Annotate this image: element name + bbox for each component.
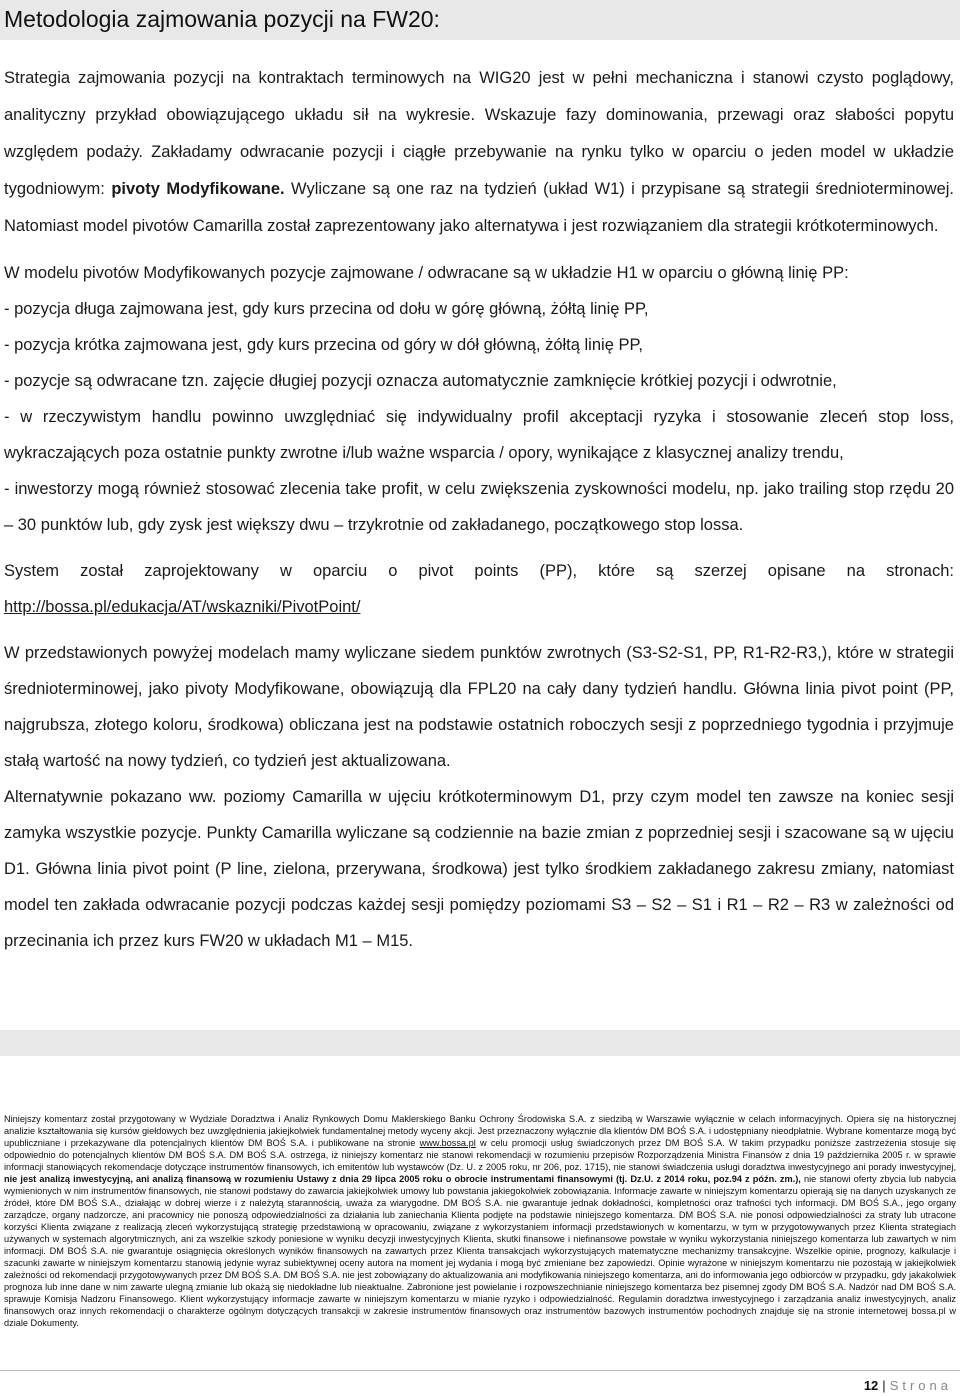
- page-title: Metodologia zajmowania pozycji na FW20:: [4, 6, 440, 32]
- paragraph-model-title: W modelu pivotów Modyfikowanych pozycje zajmowane / odwracane są w układzie H1 w oparciu o główną linię PP:: [4, 264, 849, 282]
- disclaimer-bold: nie jest analizą inwestycyjną, ani analizą finansową w rozumieniu Ustawy z dnia 29 lipca 2005 roku o obrocie instrumentami finansowymi (tj. Dz.U. z 2014 roku, poz.94 z późn. zm.),: [4, 1174, 801, 1184]
- paragraph-system-text: System został zaprojektowany w oparciu o pivot points (PP), które są szerzej opisane na stronach:: [4, 562, 954, 580]
- paragraph-strategy-text-c: Wyliczane są one raz na tydzień (układ W1) i przypisane są strategii średnioterminowej. Natomiast model pivotów Camarilla został zaprezentowany jako alternatywa i jest rozwiązaniem dla strategii krótkoterminowych.: [4, 180, 955, 235]
- footer-separator: |: [882, 1378, 886, 1393]
- footer-page-word: Strona: [889, 1378, 952, 1393]
- paragraph-strategy: [4, 60, 954, 245]
- paragraph-levels: W przedstawionych powyżej modelach mamy wyliczane siedem punktów zwrotnych (S3-S2-S1, PP, R1-R2-R3,), które w strategii średnioterminowej, jako pivoty Modyfikowane, obowiązują dla FPL20 na cały dany tydzień handlu. Główna linia pivot point (PP, najgrubsza, złotego koloru, środkowa) obliczana jest na podstawie ostatnich roboczych sesji z poprzedniego tygodnia i przyjmuje stałą wartość na nowy tydzień, co tydzień jest aktualizowana.: [4, 644, 954, 770]
- page-number: 12: [863, 1378, 879, 1393]
- heading-band: [0, 0, 960, 40]
- disclaimer-text-b: w celu promocji usług świadczonych przez DM BOŚ S.A. W takim przypadku poniższe zastrzeżenia stosuje się odpowiednio do potencjalnych klientów DM BOŚ S.A. DM BOŚ S.A. ostrzega, iż niniejszy komentarz nie stanowi rekomendacji w rozumieniu przepisów Rozporządzenia Ministra Finansów z dnia 19 października 2005 r. w sprawie informacji stanowiących rekomendacje dotyczące instrumentów finansowych, ich emitentów lub wystawców (Dz. U. z 2005 roku, nr 206, poz. 1715), nie stanowi świadczenia usługi doradztwa inwestycyjnego ani porady inwestycyjnej,: [4, 1138, 956, 1172]
- bullet-item-3: - pozycje są odwracane tzn. zajęcie długiej pozycji oznacza automatycznie zamknięcie krótkiej pozycji i odwrotnie,: [4, 372, 837, 390]
- footer-divider: [0, 1370, 960, 1371]
- bullet-item-5: - inwestorzy mogą również stosować zlecenia take profit, w celu zwiększenia zyskowności modelu, np. jako trailing stop rzędu 20 – 30 punktów lub, gdy zysk jest większy dwu – trzykrotnie od zakładanego, początkowego stop lossa.: [4, 480, 954, 534]
- pivot-point-link[interactable]: http://bossa.pl/edukacja/AT/wskazniki/PivotPoint/: [4, 598, 361, 616]
- paragraph-camarilla: Alternatywnie pokazano ww. poziomy Camarilla w ujęciu krótkoterminowym D1, przy czym model ten zawsze na koniec sesji zamyka wszystkie pozycje. Punkty Camarilla wyliczane są codziennie na bazie zmian z poprzedniej sesji i szacowane są w ujęciu D1. Główna linia pivot point (P line, zielona, przerywana, środkowa) jest tylko środkiem zakładanego zakresu zmiany, natomiast model ten zakłada odwracanie pozycji podczas każdej sesji pomiędzy poziomami S3 – S2 – S1 i R1 – R2 – R3 w zależności od przecinania ich przez kurs FW20 w układach M1 – M15.: [4, 788, 954, 950]
- paragraph-strategy-bold: pivoty Modyfikowane.: [111, 180, 285, 198]
- bullet-item-2: - pozycja krótka zajmowana jest, gdy kurs przecina od góry w dół główną, żółtą linię PP,: [4, 336, 643, 354]
- bossa-link[interactable]: www.bossa.pl: [419, 1138, 476, 1148]
- bullet-item-1: - pozycja długa zajmowana jest, gdy kurs przecina od dołu w górę główną, żółtą linię PP,: [4, 300, 649, 318]
- disclaimer: [4, 1113, 956, 1329]
- paragraph-system: [4, 553, 954, 625]
- page-footer: [864, 1378, 952, 1393]
- bullet-item-4: - w rzeczywistym handlu powinno uwzględniać się indywidualny profil akceptacji ryzyka i stosowanie zleceń stop loss, wykraczających poza ostatnie punkty zwrotne i/lub ważne wsparcia / opory, wynikające z klasycznej analizy trendu,: [4, 408, 954, 462]
- main-content: [4, 60, 954, 959]
- separator-band: [0, 1030, 960, 1056]
- paragraph-strategy-text-a: Strategia zajmowania pozycji na kontraktach terminowych na WIG20 jest w pełni mechaniczna i stanowi czysto poglądowy, analityczny przykład obowiązującego układu sił na wykresie. Wskazuje fazy dominowania, przewagi oraz słabości popytu względem podaży. Zakładamy odwracanie pozycji i ciągłe przebywanie na rynku tylko w oparciu o jeden model w układzie tygodniowym:: [4, 69, 954, 198]
- disclaimer-text-a: Niniejszy komentarz został przygotowany w Wydziale Doradztwa i Analiz Rynkowych Domu Maklerskiego Banku Ochrony Środowiska S.A. z siedzibą w Warszawie wyłącznie w celach informacyjnych. Opiera się na historycznej analizie kształtowania się kursów giełdowych bez uwzględnienia jakiejkolwiek fundamentalnej metody wyceny akcji. Jest przeznaczony wyłącznie dla klientów DM BOŚ S.A. i udostępniany nieodpłatnie. Wybrane komentarze mogą być upubliczniane i przekazywane dla potencjalnych klientów DM BOŚ S.A. i publikowane na stronie: [4, 1114, 956, 1148]
- disclaimer-text-c: nie stanowi oferty zbycia lub nabycia wymienionych w nim instrumentów finansowych, nie stanowi podstawy do zawarcia jakiejkolwiek umowy lub powstania jakiegokolwiek zobowiązania. Informacje zawarte w niniejszym komentarzu opierają się na danych uzyskanych ze źródeł, które DM BOŚ S.A., działając w dobrej wierze i z należytą starannością, uważa za wiarygodne. DM BOŚ S.A. nie gwarantuje jednak dokładności, kompletności oraz trafności tych informacji. DM BOŚ S.A., jego organy zarządcze, organy nadzorcze, ani pracownicy nie ponoszą odpowiedzialności za działania lub zaniechania Klienta podjęte na podstawie niniejszego komentarza. DM BOŚ S.A. nie ponosi odpowiedzialności za straty lub utracone korzyści Klienta związane z realizacją zleceń wykorzystującą strategię przedstawioną w opracowaniu, związane z wykorzystaniem informacji przedstawionych w komentarzu, w tym w przygotowywanych przez Klienta strategiach używanych w systemach algorytmicznych, ani za wszelkie szkody poniesione w wyniku decyzji inwestycyjnych Klienta, skutki finansowe i niefinansowe powstałe w wyniku wykorzystania niniejszego komentarza lub zawartych w nim informacji. DM BOŚ S.A. nie gwarantuje osiągnięcia określonych wyników finansowych na zawartych przez Klienta transakcjach wykorzystujących matematyczne mechanizmy transakcyjne. Wszelkie opinie, prognozy, kalkulacje i szacunki zawarte w niniejszym komentarzu stanowią jedynie wyraz subiektywnej oceny autora na moment jej wydania i mogą być zmieniane bez zapowiedzi. Opinie wyrażone w niniejszym komentarzu nie pozostają w jakiejkolwiek zależności od rekomendacji przygotowywanych przez DM BOŚ S.A. DM BOŚ S.A. nie jest zobowiązany do aktualizowania ani modyfikowania niniejszego komentarza, ani do informowania jego odbiorców w przypadku, gdy jakakolwiek prognoza lub inne dane w nim zawarte ulegną zmianie lub okażą się niedokładne lub nieaktualne. Zabronione jest powielanie i rozpowszechnianie niniejszego komentarza bez pisemnej zgody DM BOŚ S.A. Nadzór nad DM BOŚ S.A. sprawuje Komisja Nadzoru Finansowego. Klient wykorzystujący informacje zawarte w niniejszym komentarzu w mianie ryzyko i odpowiedzialność. Regulamin doradztwa inwestycyjnego i zarządzania analiz inwestycyjnych, analiz finansowych oraz innych rekomendacji o charakterze ogólnym dotyczących transakcji w zakresie instrumentów finansowych oraz instrumentów bazowych instrumentów pochodnych znajduje się na stronie internetowej bossa.pl w dziale Dokumenty.: [4, 1174, 956, 1328]
